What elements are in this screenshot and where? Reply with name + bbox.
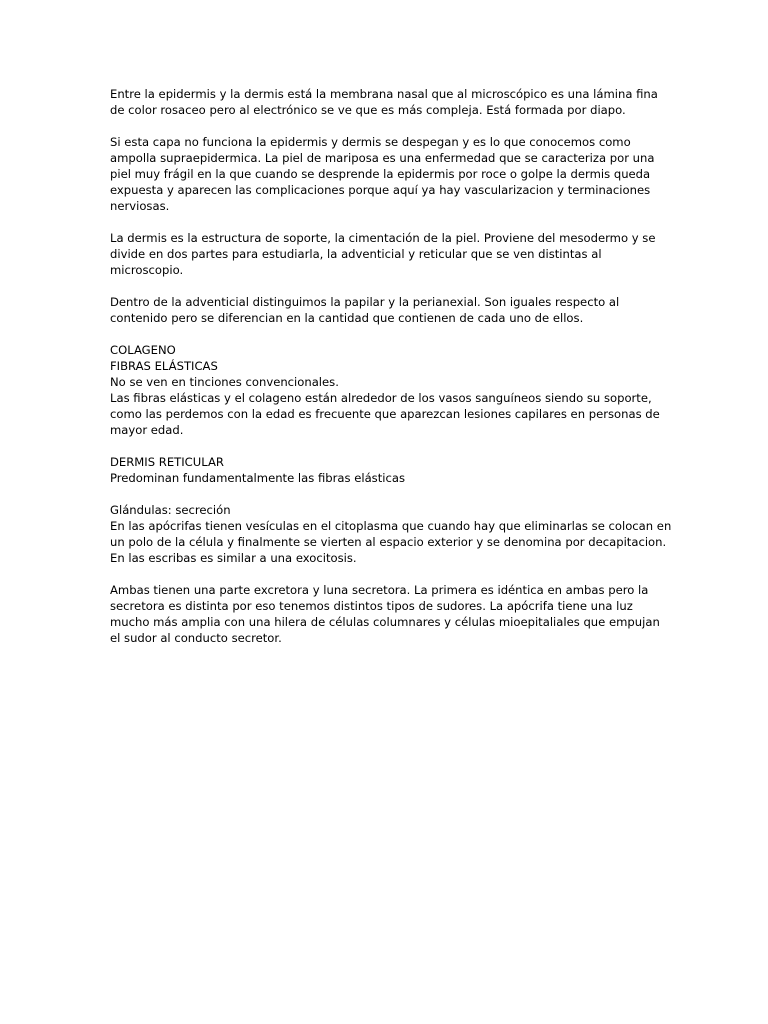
text-line: Si esta capa no funciona la epidermis y dermis se despegan y es lo que conocemos como bbox=[110, 135, 631, 149]
paragraph-dermis-reticular bbox=[110, 454, 665, 486]
text-line: No se ven en tinciones convencionales. bbox=[110, 375, 339, 389]
paragraph-ampolla bbox=[110, 134, 665, 214]
text-line: contenido pero se diferencian en la cantidad que contienen de cada uno de ellos. bbox=[110, 311, 584, 325]
document-body bbox=[110, 86, 672, 662]
text-line: el sudor al conducto secretor. bbox=[110, 631, 282, 645]
text-line: divide en dos partes para estudiarla, la adventicial y reticular que se ven distintas al bbox=[110, 247, 602, 261]
text-line: de color rosaceo pero al electrónico se ve que es más compleja. Está formada por diapo. bbox=[110, 103, 626, 117]
text-line: microscopio. bbox=[110, 263, 184, 277]
text-line: nerviosas. bbox=[110, 199, 170, 213]
text-line: En las escribas es similar a una exocitosis. bbox=[110, 551, 357, 565]
paragraph-dermis bbox=[110, 230, 665, 278]
paragraph-membrana-basal bbox=[110, 86, 665, 118]
text-line: ampolla supraepidermica. La piel de mariposa es una enfermedad que se caracteriza por una bbox=[110, 151, 655, 165]
heading-dermis-reticular: DERMIS RETICULAR bbox=[110, 455, 224, 469]
text-line: secretora es distinta por eso tenemos distintos tipos de sudores. La apócrifa tiene una luz bbox=[110, 599, 633, 613]
text-line: Predominan fundamentalmente las fibras elásticas bbox=[110, 471, 406, 485]
text-line: Las fibras elásticas y el colageno están alrededor de los vasos sanguíneos siendo su soporte, bbox=[110, 391, 652, 405]
text-line: como las perdemos con la edad es frecuente que aparezcan lesiones capilares en personas de bbox=[110, 407, 660, 421]
text-line: Dentro de la adventicial distinguimos la papilar y la perianexial. Son iguales respecto al bbox=[110, 295, 620, 309]
text-line: La dermis es la estructura de soporte, la cimentación de la piel. Proviene del mesodermo y se bbox=[110, 231, 656, 245]
text-line: piel muy frágil en la que cuando se desprende la epidermis por roce o golpe la dermis queda bbox=[110, 167, 651, 181]
paragraph-adventicial bbox=[110, 294, 665, 326]
text-line: mayor edad. bbox=[110, 423, 184, 437]
text-line: mucho más amplia con una hilera de células columnares y células mioepitaliales que empujan bbox=[110, 615, 660, 629]
text-line: Entre la epidermis y la dermis está la membrana nasal que al microscópico es una lámina fina bbox=[110, 87, 658, 101]
paragraph-glandulas bbox=[110, 502, 672, 566]
text-line: Ambas tienen una parte excretora y luna secretora. La primera es idéntica en ambas pero la bbox=[110, 583, 649, 597]
paragraph-excretora-secretora bbox=[110, 582, 665, 646]
text-line: En las apócrifas tienen vesículas en el citoplasma que cuando hay que eliminarlas se colocan en bbox=[110, 519, 672, 533]
heading-glandulas: Glándulas: secreción bbox=[110, 503, 231, 517]
text-line: un polo de la célula y finalmente se vierten al espacio exterior y se denomina por decapitacion. bbox=[110, 535, 667, 549]
text-line: expuesta y aparecen las complicaciones porque aquí ya hay vascularizacion y terminaciones bbox=[110, 183, 651, 197]
heading-colageno: COLAGENO bbox=[110, 343, 176, 357]
paragraph-colageno bbox=[110, 342, 665, 438]
heading-fibras-elasticas: FIBRAS ELÁSTICAS bbox=[110, 359, 218, 373]
